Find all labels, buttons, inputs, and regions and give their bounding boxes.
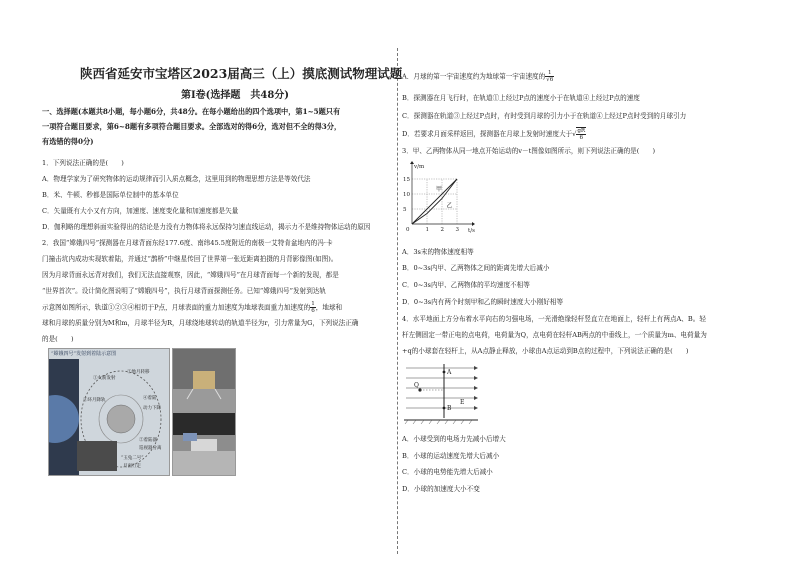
q3-option-b: B．0~3s内甲、乙两物体之间的距离先增大后减小 bbox=[402, 264, 550, 272]
q2-stem-line-4: “世界首次”。设计简化图说明了“嫦娥四号”，执行月球背面探测任务。已知“嫦娥四号”发射到达轨 bbox=[42, 287, 326, 295]
q1-stem: 1．下列说法正确的是( ) bbox=[42, 159, 124, 167]
point-a bbox=[443, 371, 446, 374]
y-tick-label: 10 bbox=[403, 192, 410, 198]
q1-option-a: A．物理学家为了研究物体的运动规律而引入质点概念，这里用到的物理思想方法是等效代法 bbox=[42, 175, 311, 183]
rover-photo-2 bbox=[172, 412, 236, 476]
q4-option-c: C．小球的电势能先增大后减小 bbox=[402, 468, 493, 476]
q3-option-a: A．3s末的物体速度相等 bbox=[402, 248, 474, 256]
change4-mission-diagram bbox=[48, 348, 170, 476]
q1-option-c: C．矢量既有大小又有方向，加速度、速度变化量和加速度都是矢量 bbox=[42, 207, 239, 215]
x-axis-arrow bbox=[472, 222, 475, 226]
label-powered-descent: 动力下降 bbox=[143, 406, 161, 411]
series-yi-label: 乙 bbox=[446, 202, 453, 210]
lander-photo-svg bbox=[173, 349, 235, 411]
y-tick-label: 15 bbox=[403, 177, 410, 183]
rover-photo bbox=[77, 441, 117, 471]
q4-option-d: D．小球的加速度大小不变 bbox=[402, 485, 480, 493]
q2-stem-line-6: 球和月球的质量分别为M和m，月球半径为R，月球绕地球转动的轨道半径为r，引力常量为G，下列说法正确 bbox=[42, 319, 359, 327]
column-divider bbox=[397, 48, 398, 554]
q3-option-d: D．0~3s内有两个时刻甲和乙的瞬时速度大小刚好相等 bbox=[402, 298, 564, 306]
q2-stem-line-7: 的是( ) bbox=[42, 335, 74, 343]
vt-chart-plot bbox=[403, 161, 475, 234]
q2-option-c: C．探测器在轨道③上经过P点时，有时受到月球的引力小于在轨道④上经过P点时受到的月球引力 bbox=[402, 112, 687, 120]
moon-globe bbox=[107, 405, 135, 433]
figure-caption: “嫦娥四号”发射到着陆示意图 bbox=[51, 351, 117, 357]
label-landing: ④着陆 bbox=[143, 396, 157, 401]
q2-option-a-text: A．月球的第一宇宙速度约为地球第一宇宙速度的 bbox=[402, 72, 546, 81]
fraction-numerator: 1 bbox=[311, 301, 315, 307]
q2-option-a-fraction bbox=[545, 70, 554, 83]
q1-option-d: D．伽利略的理想斜面实验得出的结论是力没有力物体将永远保持匀速直线运动，揭示力不是维持物体运动的原因 bbox=[42, 223, 371, 231]
q2-option-b: B．探测器在月飞行时，在轨道①上经过P点的速度小于在轨道④上经过P点的速度 bbox=[402, 94, 640, 102]
q3-stem: 3．甲、乙两物体从同一地点开始运动的v－t图像如图所示，则下列说法正确的是( ) bbox=[402, 147, 656, 155]
ground-hatching bbox=[405, 420, 472, 424]
label-e: E bbox=[460, 399, 465, 406]
q2-option-d-text: D．若要求月面采样返回，探测器在月球上发射时速度大于 bbox=[402, 130, 573, 138]
q2-option-a-denominator: √6 bbox=[546, 77, 554, 83]
q4-option-b: B．小球的运动速度先增大后减小 bbox=[402, 452, 500, 460]
label-lunar-orbit: ③环月降轨 bbox=[83, 398, 106, 403]
series-yi-line bbox=[412, 179, 457, 224]
x-tick-label: 1 bbox=[425, 227, 429, 233]
section-title: 第Ⅰ卷(选择题 共48分) bbox=[180, 90, 290, 101]
q4-stem-line-1: 4．水平地面上方分布着水平向右的匀强电场，一光滑绝缘轻杆竖直立在地面上，轻杆上有两点A、B。轻 bbox=[402, 315, 706, 323]
mission-diagram-svg bbox=[49, 349, 169, 475]
origin-label: 0 bbox=[406, 227, 410, 233]
q1-option-b: B．米、牛顿、秒都是国际单位制中的基本单位 bbox=[42, 191, 179, 199]
instructions-line-2: 一项符合题目要求，第6~8题有多项符合题目要求。全部选对的得6分，选对但不全的得3分， bbox=[42, 122, 342, 131]
label-transfer: ②地月转移 bbox=[127, 370, 150, 375]
label-a: A bbox=[447, 369, 452, 376]
q4-option-a: A．小球受到的电场力先减小后增大 bbox=[402, 435, 506, 443]
q2-stem-line-3: 因为月球背面永远背对我们，我们无法直接观察，因此，“嫦娥四号”在月球背面每一个新的发现，都是 bbox=[42, 271, 339, 279]
label-yutu2: “玉兔二号” bbox=[121, 456, 144, 461]
label-rocket-launch: ①火箭发射 bbox=[93, 376, 116, 381]
q2-option-a bbox=[402, 70, 762, 83]
sqrt-radicand bbox=[576, 127, 586, 141]
instructions-line-3: 有选错的得0分) bbox=[42, 137, 94, 146]
label-b: B bbox=[447, 405, 452, 412]
q4-stem-line-3: +q的小球套在轻杆上，从A点静止释放，小球由A点运动到B点的过程中，下列说法正确的是( ) bbox=[402, 347, 689, 355]
q2-option-d bbox=[402, 127, 762, 141]
label-surface-walk: 月面行走 bbox=[123, 464, 141, 469]
x-axis-label: t/s bbox=[468, 228, 475, 234]
label-separation: 巡视器分离 bbox=[139, 446, 162, 451]
label-lander: ②着陆器 bbox=[139, 438, 157, 443]
series-jia-label: 甲 bbox=[436, 186, 443, 193]
vt-chart bbox=[402, 160, 476, 236]
q2-stem-line-5 bbox=[42, 301, 387, 314]
q2-stem-line-1: 2．我国“嫦娥四号”探测器在月球背面东经177.6度、南纬45.5度附近的南极一艾特肯盆地内的冯·卡 bbox=[42, 239, 333, 247]
q2-stem-line-2: 门撞击坑内成功实现软着陆，并通过“鹊桥”中继星传回了世界第一张近距离拍摄的月背影像图(如图)。 bbox=[42, 255, 338, 263]
x-tick-label: 3 bbox=[455, 227, 459, 233]
rover-photo-2-svg bbox=[173, 413, 235, 475]
fraction-denominator: 6 bbox=[311, 308, 315, 314]
q2-option-a-numerator: 1 bbox=[545, 70, 554, 77]
electric-field-figure bbox=[404, 362, 478, 426]
q2-stem-line-5-tail: ，地球和 bbox=[315, 303, 343, 312]
x-tick-label: 2 bbox=[440, 227, 444, 233]
y-tick-label: 5 bbox=[403, 207, 407, 213]
y-axis-label: v/m bbox=[414, 164, 425, 170]
instructions-line-1: 一、选择题(本题共8小题，每小题6分，共48分。在每小题给出的四个选项中，第1~5题只有 bbox=[42, 107, 341, 116]
sqrt-expression: √ $\frac{gR}{6}$ bbox=[572, 128, 586, 141]
paper-title: 陕西省延安市宝塔区2023届高三（上）摸底测试物理试题 bbox=[80, 66, 403, 81]
point-b bbox=[443, 407, 446, 410]
sqrt-denominator: 6 bbox=[579, 135, 584, 141]
q3-option-c: C．0~3s内甲、乙两物体的平均速度不相等 bbox=[402, 281, 530, 289]
q4-stem-line-2: 杆左侧固定一带正电的点电荷，电荷量为Q，点电荷在轻杆AB两点的中垂线上，一个质量为m、电荷量为 bbox=[402, 331, 707, 339]
q2-stem-line-5-text: 示意图如图所示，轨道①②③④相切于P点，月球表面的重力加速度为地球表面重力加速度的 bbox=[42, 303, 311, 312]
sqrt-numerator: gR bbox=[577, 128, 586, 134]
lander-photo bbox=[172, 348, 236, 412]
label-q: Q bbox=[414, 382, 419, 389]
